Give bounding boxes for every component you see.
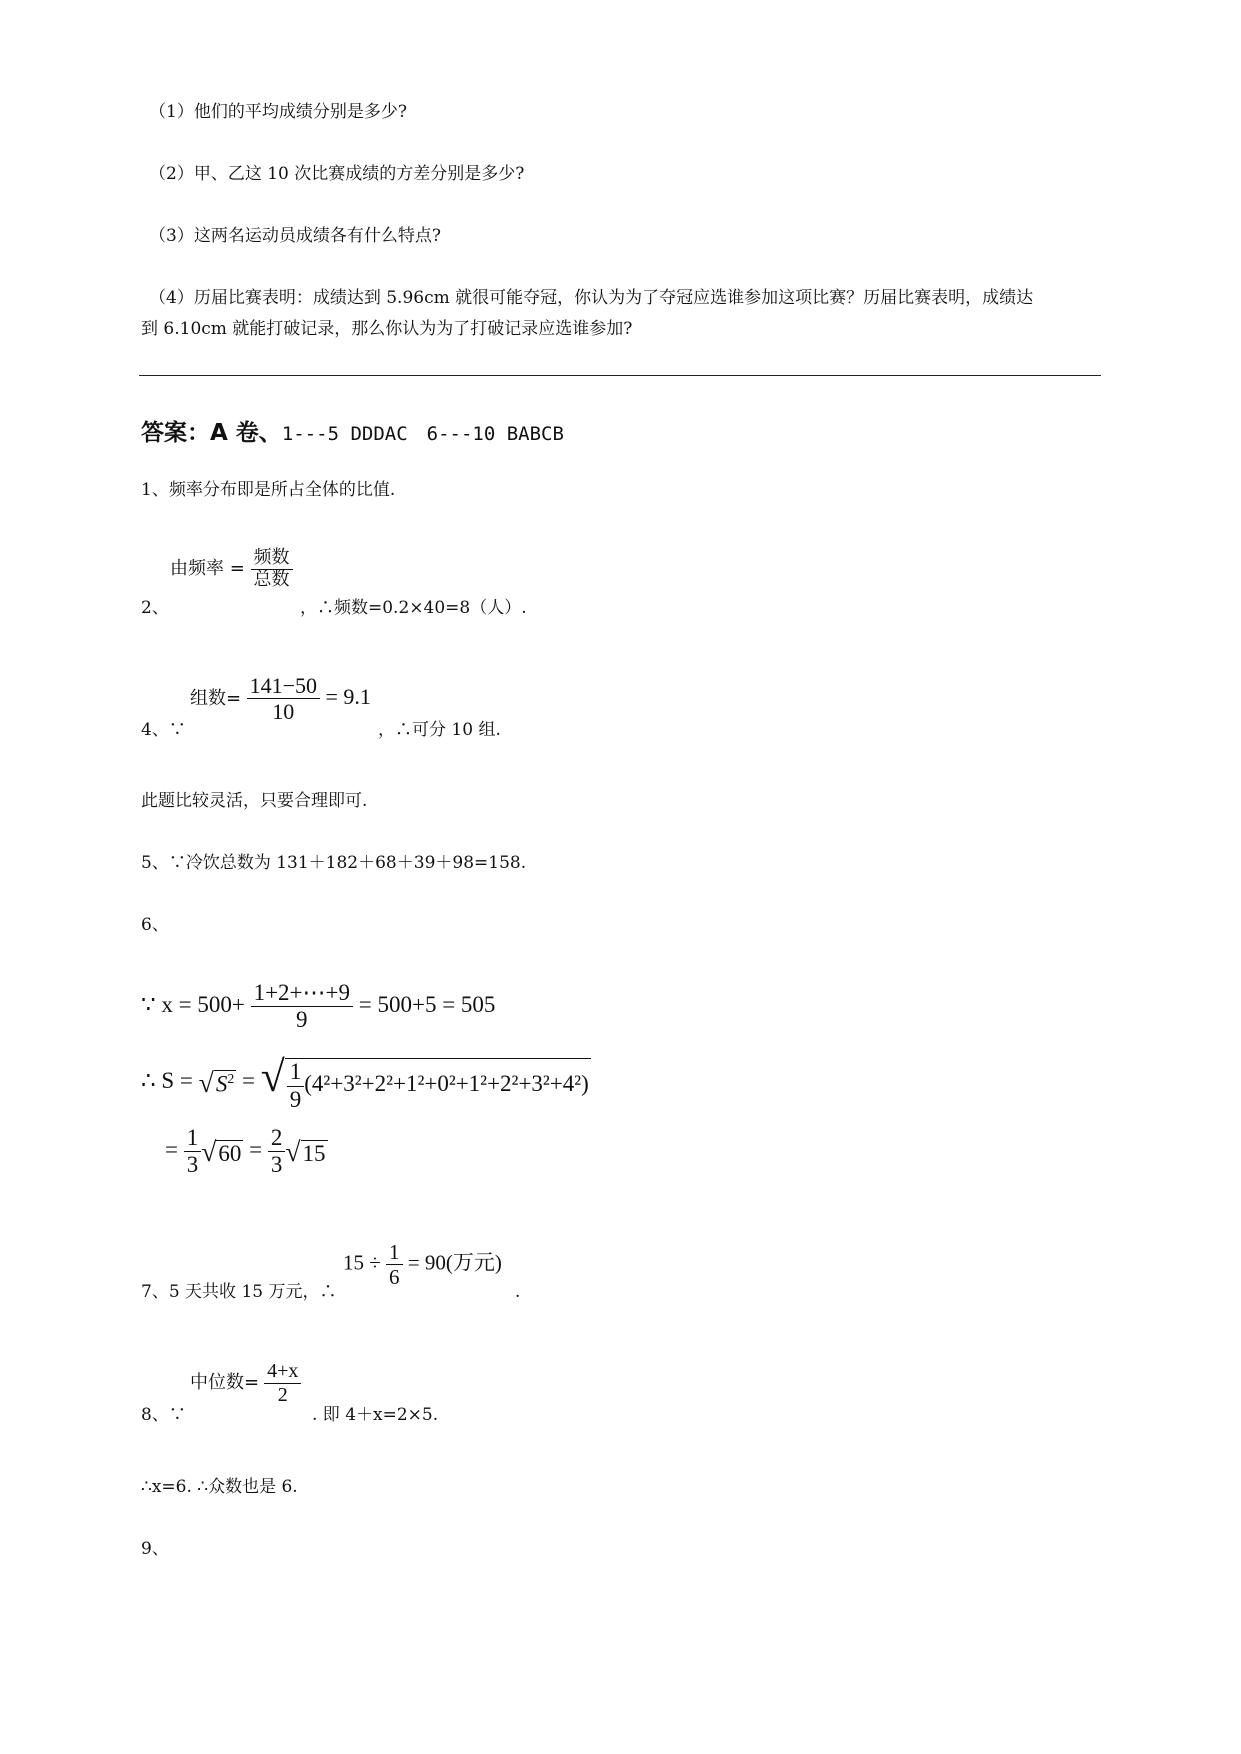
- answer-note: 此题比较灵活，只要合理即可.: [141, 791, 368, 811]
- answer-1: 1、频率分布即是所占全体的比值.: [141, 480, 396, 500]
- answer-2-formula: [170, 548, 293, 590]
- fraction-numerator: 141−50: [247, 673, 320, 699]
- fraction-numerator: 1: [184, 1125, 202, 1152]
- formula-lhs: 中位数=: [190, 1372, 260, 1394]
- square-root: √60: [201, 1135, 242, 1167]
- fraction-denominator: 3: [186, 1152, 199, 1178]
- fraction: [247, 673, 320, 725]
- answer-5: 5、∵冷饮总数为 131＋182＋68＋39＋98=158.: [141, 853, 527, 873]
- answer-6-line-2: [141, 1052, 591, 1113]
- question-3: （3）这两名运动员成绩各有什么特点?: [149, 226, 441, 246]
- answer-heading-bold: 答案：A 卷、: [141, 420, 282, 446]
- fraction-numerator: 1: [386, 1240, 403, 1265]
- answer-2-prefix: 2、: [141, 598, 169, 618]
- fraction-denominator: 6: [389, 1265, 400, 1290]
- fraction: [386, 1240, 403, 1289]
- fraction: [251, 980, 353, 1034]
- formula-lhs: 由频率 =: [170, 558, 245, 580]
- fraction-numerator: 频数: [251, 548, 293, 570]
- formula-lhs: 组数=: [190, 687, 242, 709]
- fraction-numerator: 2: [268, 1125, 286, 1152]
- fraction-denominator: 10: [272, 699, 295, 725]
- answer-8-conclusion: ∴x=6. ∴众数也是 6.: [141, 1477, 298, 1497]
- answer-8-formula: [190, 1360, 301, 1407]
- square-root: √15: [285, 1135, 326, 1167]
- fraction: [184, 1125, 202, 1179]
- fraction-denominator: 9: [289, 1086, 302, 1112]
- square-root: $√S^2$: [198, 1066, 235, 1098]
- radicand: S: [215, 1071, 228, 1097]
- section-divider: [139, 375, 1101, 376]
- answer-9-prefix: 9、: [141, 1539, 169, 1559]
- answer-4-prefix: 4、∵: [141, 720, 186, 740]
- sum-of-squares: (4²+3²+2²+1²+0²+1²+2²+3²+4²): [304, 1071, 589, 1097]
- answer-4-suffix: ，∴可分 10 组.: [378, 720, 501, 740]
- answer-4-formula: [190, 673, 371, 725]
- formula-rhs: = 90(万元): [407, 1250, 502, 1275]
- formula-part: ∵ x = 500+: [141, 992, 245, 1018]
- fraction-denominator: 2: [277, 1384, 288, 1406]
- answer-6-line-1: [141, 980, 495, 1034]
- answer-8-prefix: 8、∵: [141, 1405, 186, 1425]
- formula-part: =: [236, 1067, 261, 1093]
- formula-part: =: [165, 1137, 178, 1163]
- square-root-large: √ $\frac{1}{9}$ (4²+3²+2²+1²+0²+1²+2²+3²+4²): [260, 1053, 589, 1112]
- formula-part: =: [243, 1137, 268, 1163]
- radicand: 15: [302, 1140, 326, 1166]
- answer-2-suffix: ，∴频数=0.2×40=8（人）.: [300, 598, 527, 618]
- question-4-line-1: （4）历届比赛表明：成绩达到 5.96cm 就很可能夺冠，你认为为了夺冠应选谁参加这项比赛？历届比赛表明，成绩达: [149, 288, 1034, 308]
- fraction: [268, 1125, 286, 1179]
- answer-heading-key: 1---5 DDDAC 6---10 BABCB: [281, 423, 564, 445]
- fraction-numerator: 4+x: [264, 1360, 301, 1384]
- formula-part: ∴ S =: [141, 1067, 199, 1093]
- answer-heading: [141, 414, 564, 447]
- fraction-denominator: 9: [296, 1007, 308, 1033]
- question-1: （1）他们的平均成绩分别是多少?: [149, 102, 407, 122]
- formula-rhs: = 9.1: [325, 683, 371, 709]
- fraction-denominator: 3: [270, 1152, 283, 1178]
- fraction-numerator: 1+2+⋯+9: [251, 980, 353, 1007]
- answer-6-line-3: [165, 1125, 328, 1179]
- answer-8-suffix: . 即 4＋x=2×5.: [312, 1405, 439, 1425]
- fraction: [251, 548, 293, 590]
- fraction: [264, 1360, 301, 1407]
- answer-7-suffix: .: [515, 1282, 521, 1302]
- question-2: （2）甲、乙这 10 次比赛成绩的方差分别是多少?: [149, 164, 525, 184]
- answer-7-formula: [343, 1240, 502, 1289]
- question-4-line-2: 到 6.10cm 就能打破记录，那么你认为为了打破记录应选谁参加?: [141, 319, 633, 339]
- answer-7-prefix: 7、5 天共收 15 万元，∴: [141, 1282, 337, 1302]
- fraction-numerator: 1: [287, 1059, 305, 1086]
- radicand: 60: [218, 1140, 242, 1166]
- answer-6-prefix: 6、: [141, 915, 169, 935]
- fraction: [287, 1059, 305, 1113]
- formula-lhs: 15 ÷: [343, 1250, 381, 1275]
- formula-part: = 500+5 = 505: [358, 992, 496, 1018]
- fraction-denominator: 总数: [253, 568, 290, 590]
